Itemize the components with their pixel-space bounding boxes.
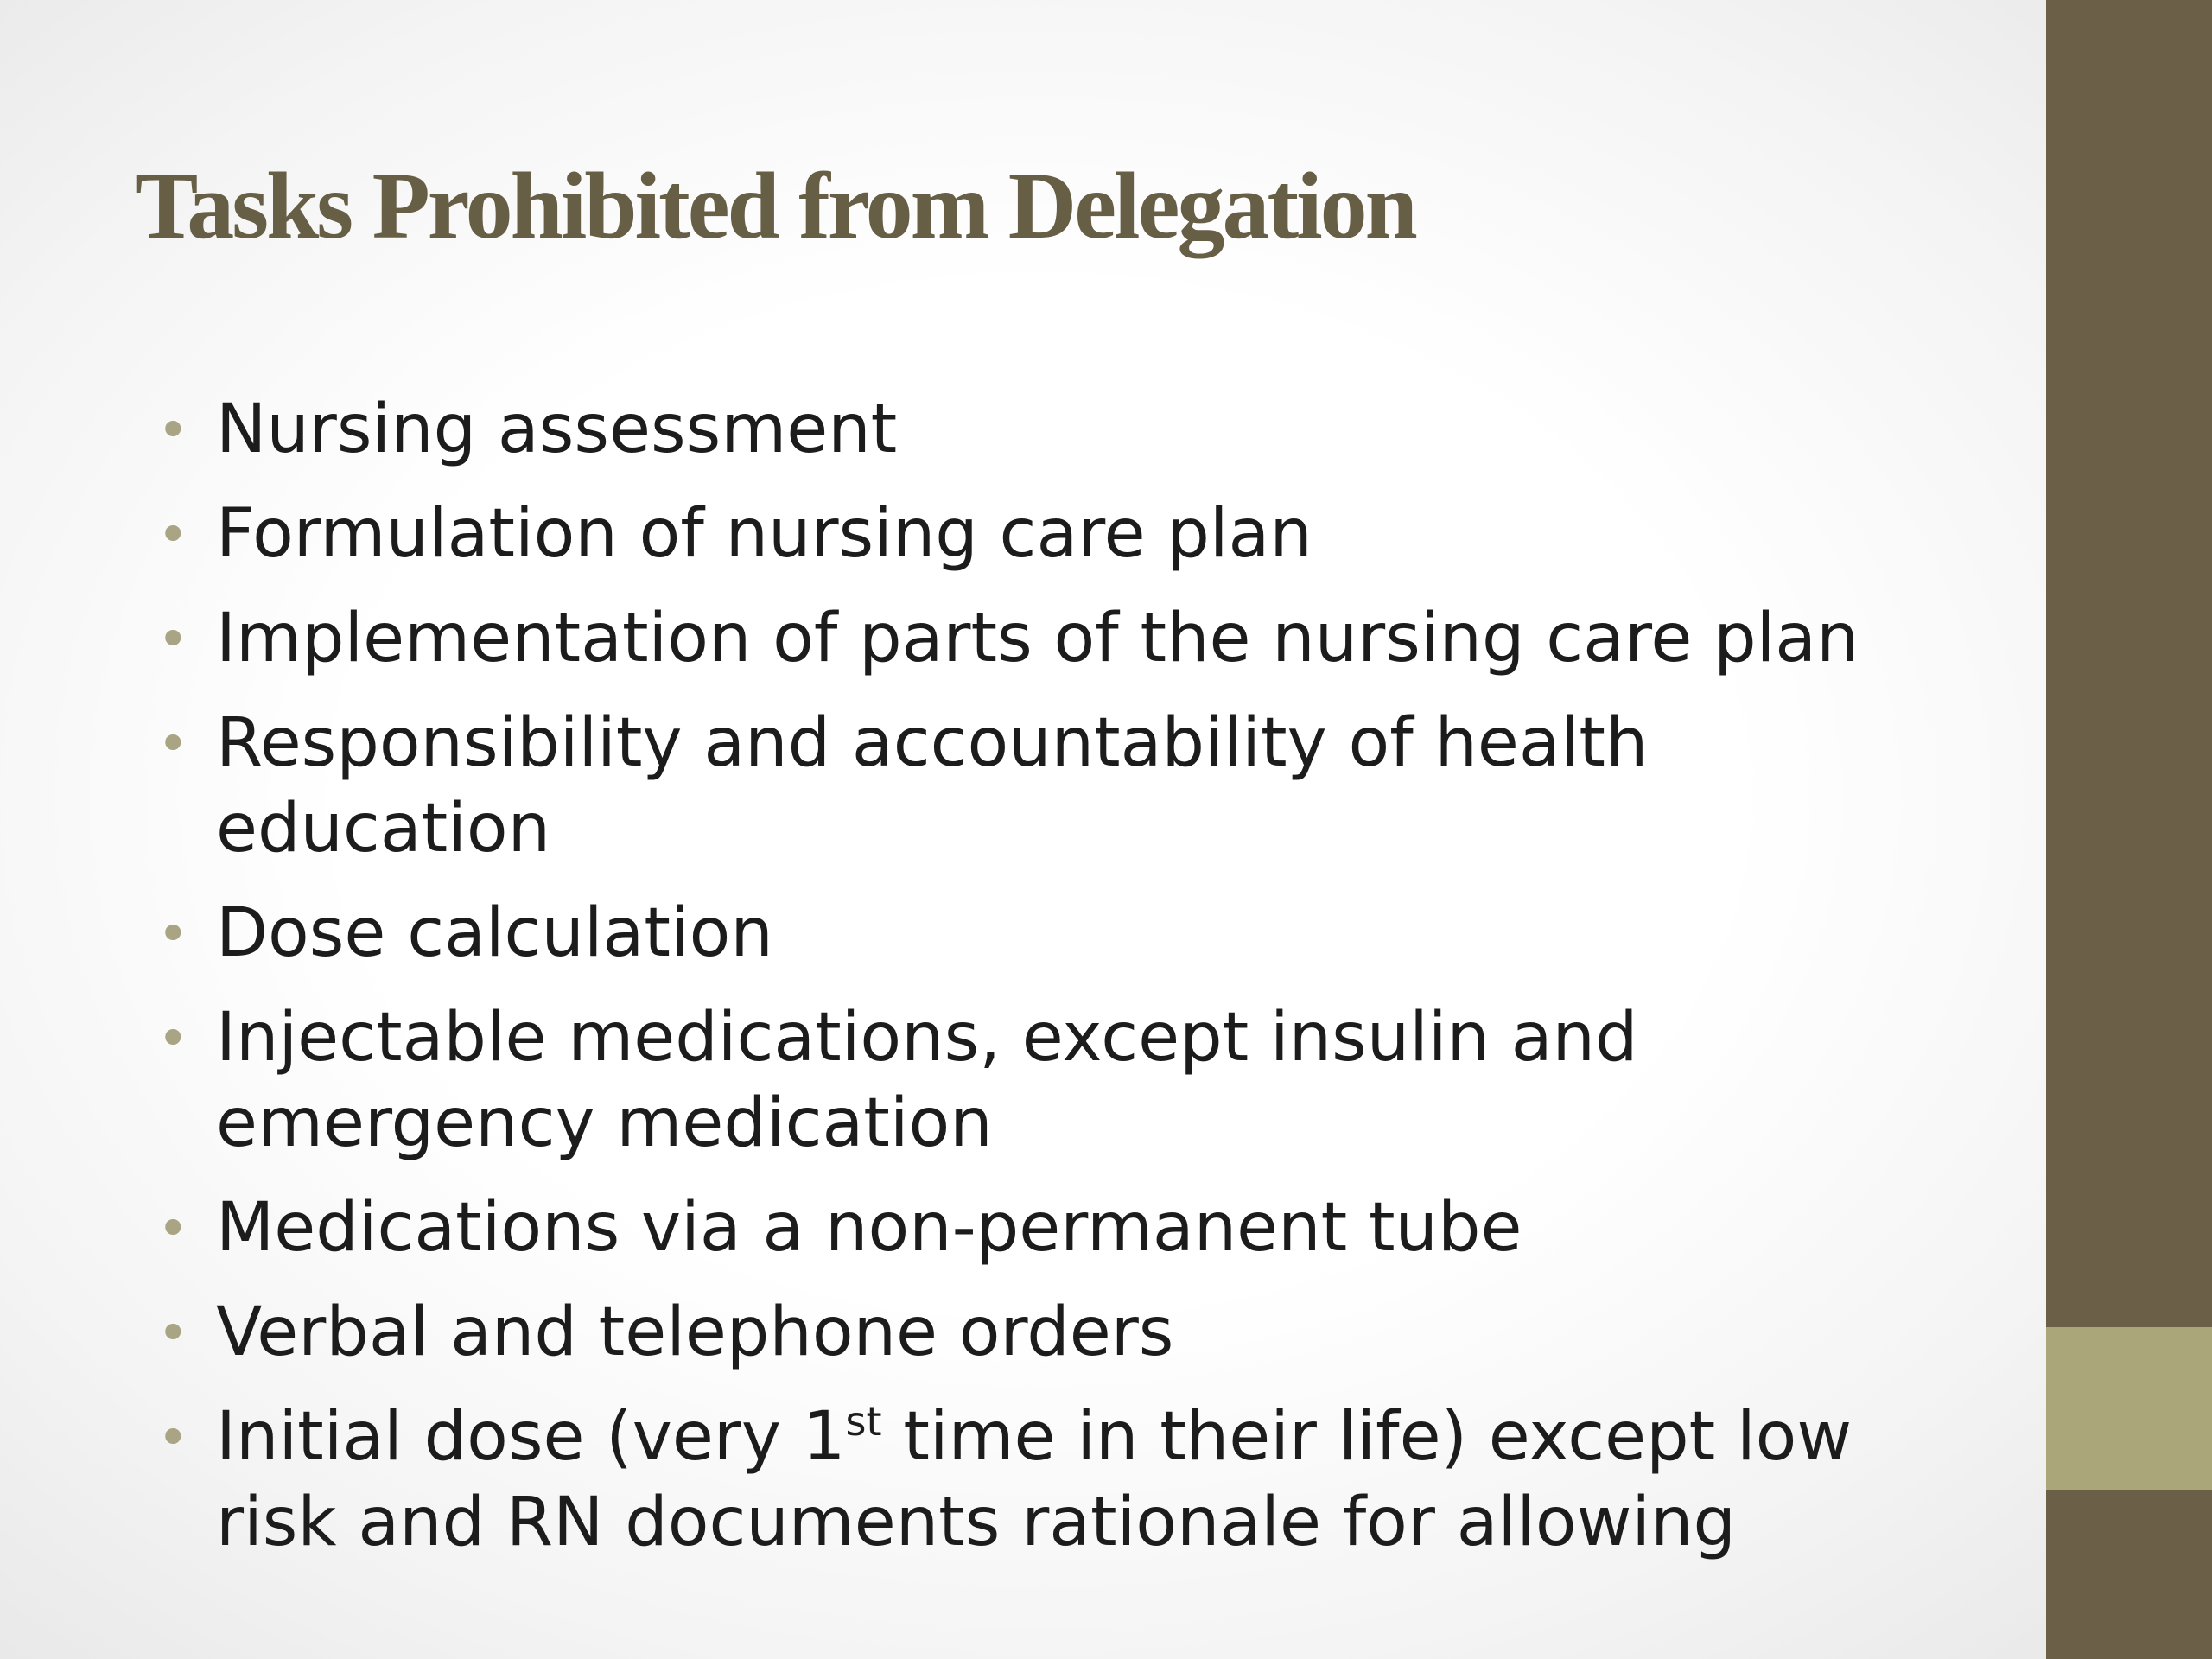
bullet-text: Formulation of nursing care plan xyxy=(216,495,1313,573)
bullet-icon: • xyxy=(157,1406,189,1469)
bullet-icon: • xyxy=(157,712,189,775)
bullet-item xyxy=(157,1290,1955,1376)
bullet-item xyxy=(157,596,1955,682)
bullet-item xyxy=(157,387,1955,473)
bullet-text: Injectable medications, except insulin and emergency medication xyxy=(216,999,1638,1162)
bullet-icon: • xyxy=(157,503,189,566)
bullet-text: Implementation of parts of the nursing care plan xyxy=(216,600,1859,677)
bullet-item xyxy=(157,1185,1955,1271)
bullet-icon: • xyxy=(157,902,189,965)
bullet-list xyxy=(157,387,1955,1585)
bullet-icon: • xyxy=(157,398,189,461)
bullet-text: Verbal and telephone orders xyxy=(216,1294,1174,1371)
slide-title: Tasks Prohibited from Delegation xyxy=(135,153,1415,258)
bullet-item-initial-dose xyxy=(157,1395,1955,1566)
bullet-text-start: Initial dose (very 1 xyxy=(216,1398,846,1476)
bullet-icon: • xyxy=(157,1197,189,1260)
bullet-text: Dose calculation xyxy=(216,894,773,972)
bullet-text xyxy=(216,1395,1955,1566)
bullet-icon: • xyxy=(157,1301,189,1364)
bullet-text: Medications via a non-permanent tube xyxy=(216,1189,1522,1267)
bullet-item xyxy=(157,995,1955,1166)
bullet-icon: • xyxy=(157,1007,189,1070)
bullet-item xyxy=(157,492,1955,577)
bullet-icon: • xyxy=(157,607,189,671)
bullet-text: Responsibility and accountability of health education xyxy=(216,704,1649,868)
side-bar-accent xyxy=(2046,1327,2212,1490)
bullet-text: Nursing assessment xyxy=(216,391,898,468)
bullet-text-end: time in their life) except low risk and RN documents rationale for allowing xyxy=(216,1398,1853,1561)
bullet-item xyxy=(157,891,1955,976)
ordinal-superscript: st xyxy=(845,1398,882,1445)
bullet-item xyxy=(157,701,1955,872)
